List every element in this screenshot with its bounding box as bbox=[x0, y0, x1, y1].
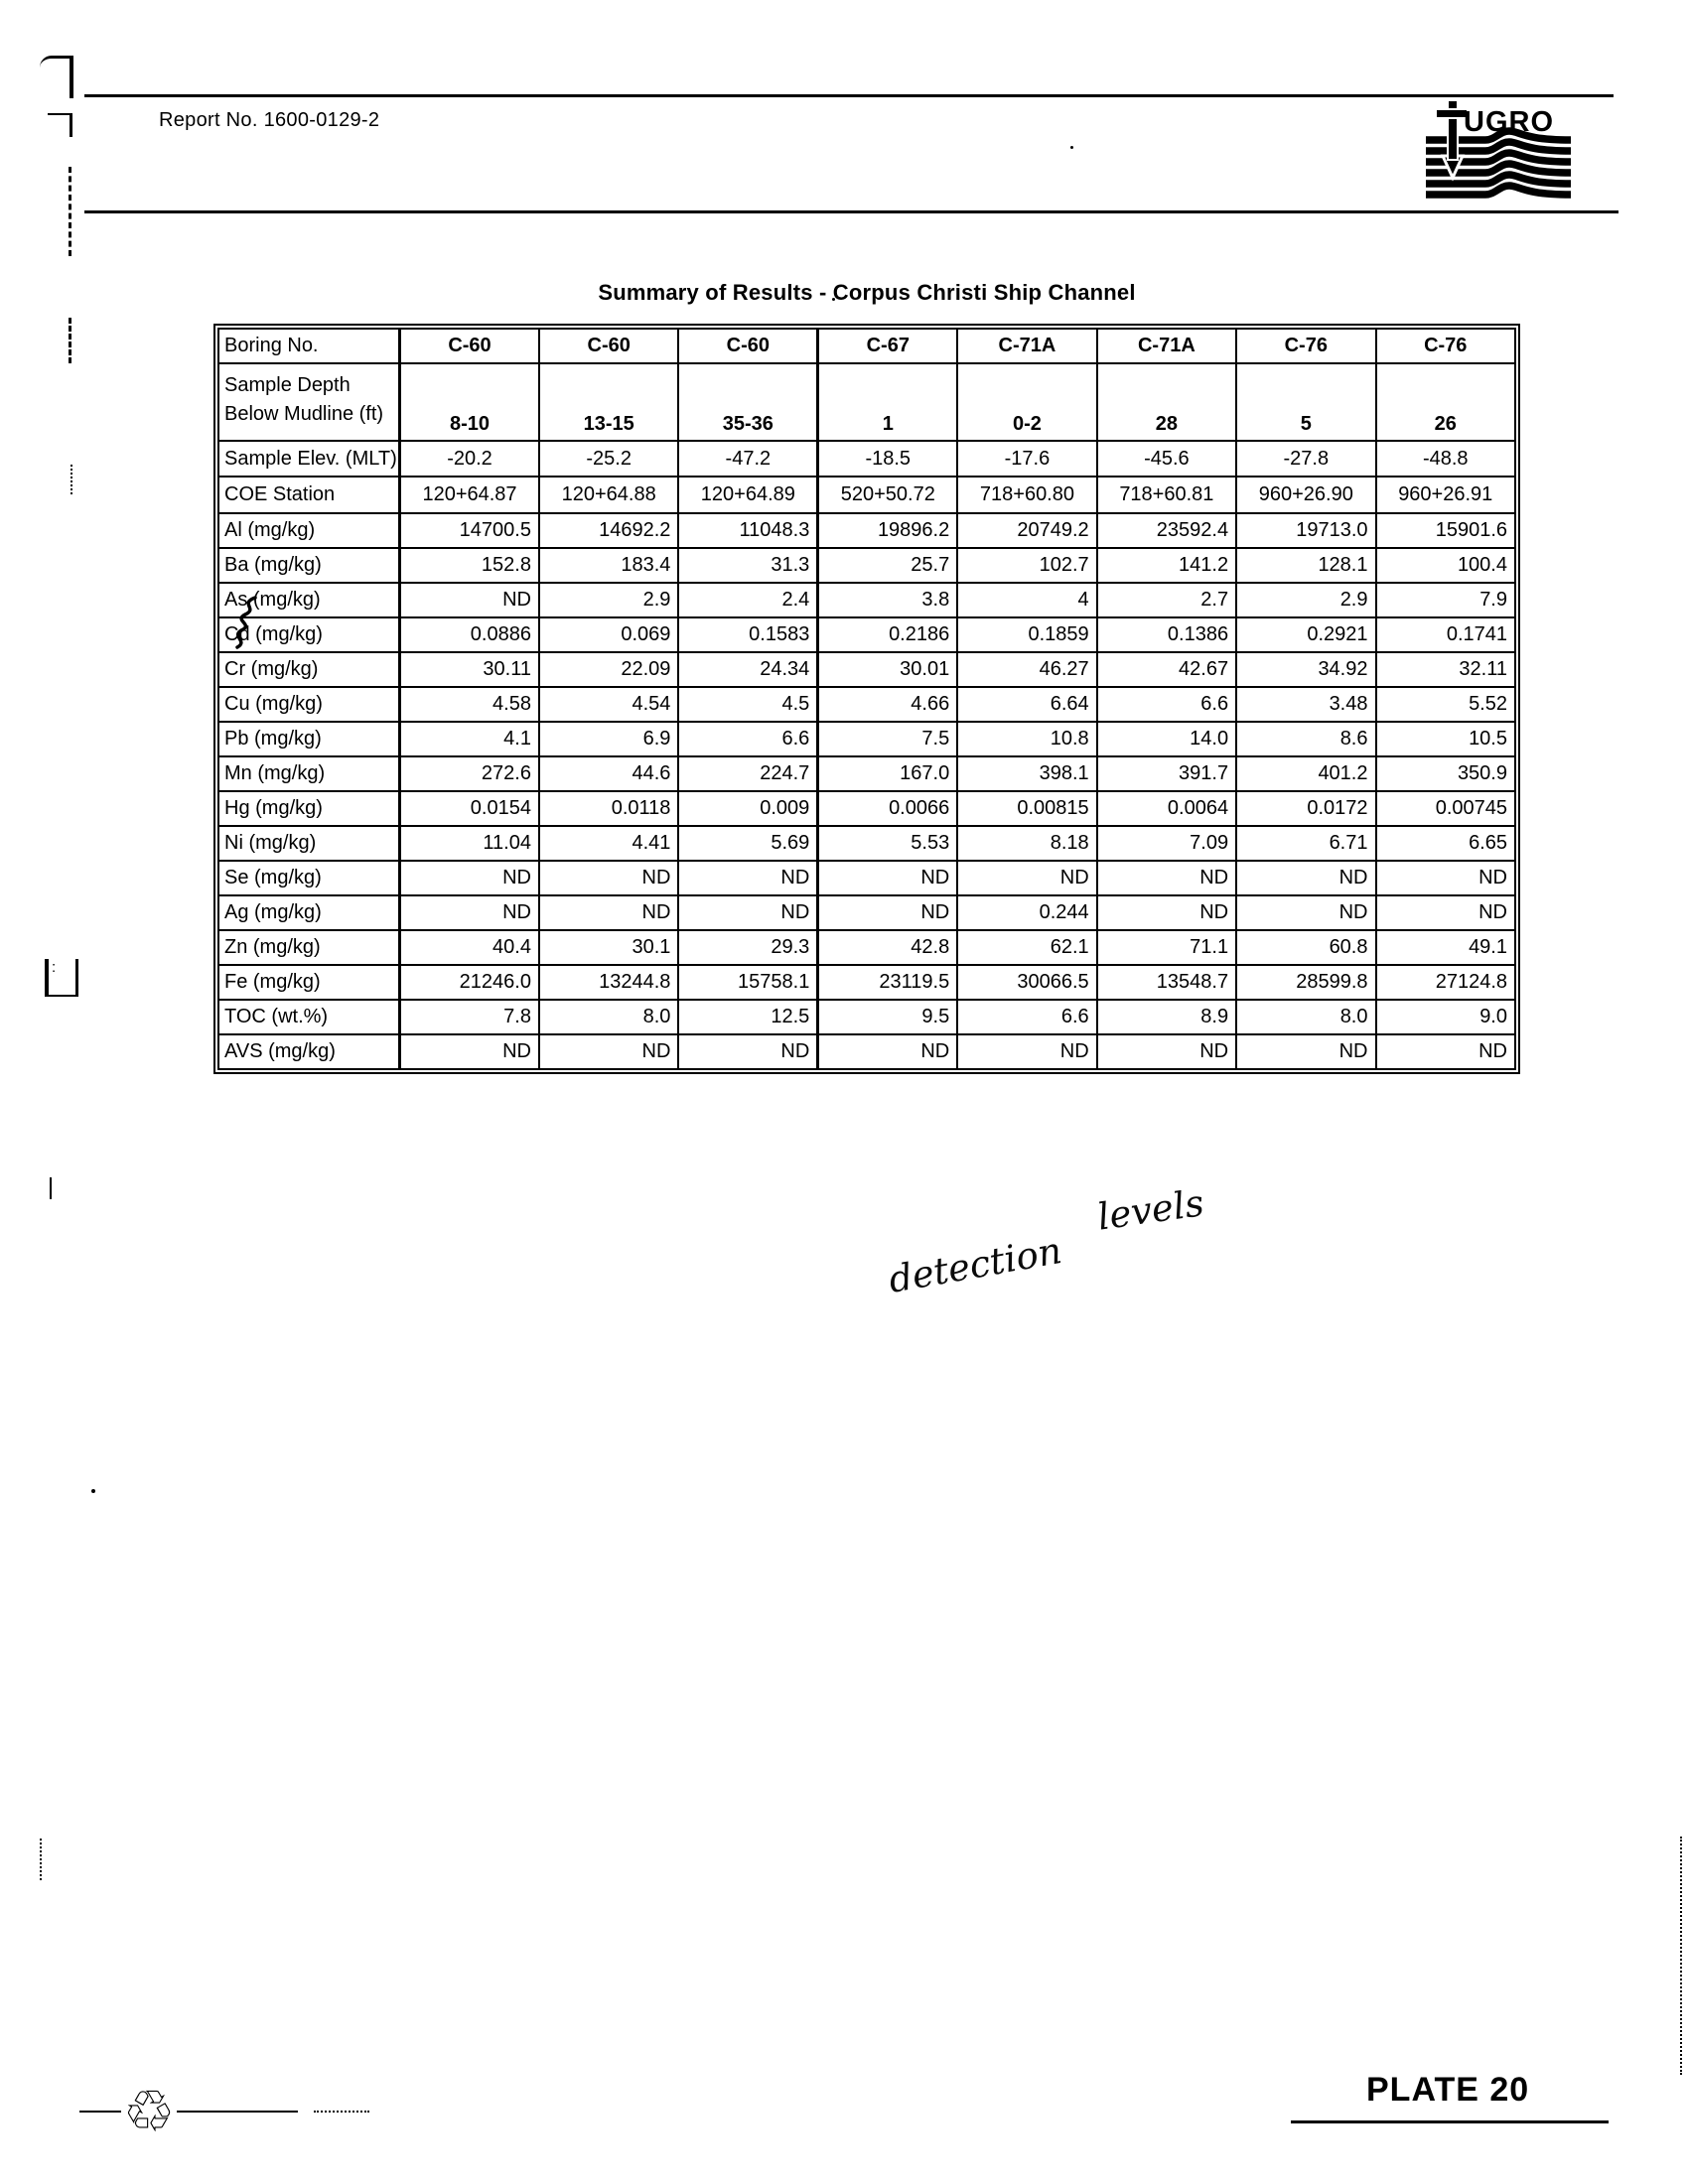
cell: 8.0 bbox=[539, 1000, 678, 1034]
table-row bbox=[218, 441, 1515, 477]
table-row bbox=[218, 477, 1515, 513]
cell: 4.54 bbox=[539, 687, 678, 722]
cell: 0.0154 bbox=[400, 791, 539, 826]
cell: 128.1 bbox=[1236, 548, 1375, 583]
cell: 167.0 bbox=[818, 756, 957, 791]
cell: 1 bbox=[818, 363, 957, 441]
scan-artifact bbox=[70, 465, 72, 494]
cell: 183.4 bbox=[539, 548, 678, 583]
cell: 6.6 bbox=[678, 722, 817, 756]
table-row bbox=[218, 861, 1515, 895]
plate-label: PLATE 20 bbox=[1366, 2071, 1530, 2109]
cell: 46.27 bbox=[957, 652, 1096, 687]
cell: 0.00815 bbox=[957, 791, 1096, 826]
cell: 3.8 bbox=[818, 583, 957, 617]
cell: 3.48 bbox=[1236, 687, 1375, 722]
table-row bbox=[218, 652, 1515, 687]
table-row bbox=[218, 548, 1515, 583]
cell: 34.92 bbox=[1236, 652, 1375, 687]
cell: 27124.8 bbox=[1376, 965, 1516, 1000]
cell: 152.8 bbox=[400, 548, 539, 583]
table-row bbox=[218, 687, 1515, 722]
handwritten-scribble-as-label bbox=[231, 594, 265, 656]
cell: -47.2 bbox=[678, 441, 817, 477]
cell: -45.6 bbox=[1097, 441, 1236, 477]
cell: 49.1 bbox=[1376, 930, 1516, 965]
cell: 0.009 bbox=[678, 791, 817, 826]
cell: ND bbox=[1097, 1034, 1236, 1069]
cell: 6.9 bbox=[539, 722, 678, 756]
table-row bbox=[218, 930, 1515, 965]
cell: 11.04 bbox=[400, 826, 539, 861]
cell: 7.9 bbox=[1376, 583, 1516, 617]
cell: 13-15 bbox=[539, 363, 678, 441]
row-label: Cu (mg/kg) bbox=[218, 687, 400, 722]
cell: 7.5 bbox=[818, 722, 957, 756]
cell: 13548.7 bbox=[1097, 965, 1236, 1000]
cell: 0.1859 bbox=[957, 617, 1096, 652]
cell: 10.5 bbox=[1376, 722, 1516, 756]
cell: -27.8 bbox=[1236, 441, 1375, 477]
cell: 350.9 bbox=[1376, 756, 1516, 791]
cell: ND bbox=[818, 895, 957, 930]
row-label: Sample Elev. (MLT) bbox=[218, 441, 400, 477]
cell: ND bbox=[1236, 861, 1375, 895]
cell: 31.3 bbox=[678, 548, 817, 583]
cell: 718+60.80 bbox=[957, 477, 1096, 513]
cell: 14.0 bbox=[1097, 722, 1236, 756]
cell: 23592.4 bbox=[1097, 513, 1236, 548]
header-rule-top bbox=[84, 94, 1614, 97]
cell: 2.9 bbox=[1236, 583, 1375, 617]
table-row bbox=[218, 826, 1515, 861]
cell: -18.5 bbox=[818, 441, 957, 477]
table-row bbox=[218, 895, 1515, 930]
table-row bbox=[218, 1034, 1515, 1069]
cell: 4.58 bbox=[400, 687, 539, 722]
cell: C-71A bbox=[957, 329, 1096, 363]
cell: ND bbox=[678, 1034, 817, 1069]
cell: 718+60.81 bbox=[1097, 477, 1236, 513]
cell: 6.6 bbox=[957, 1000, 1096, 1034]
cell: ND bbox=[1097, 895, 1236, 930]
table-row bbox=[218, 1000, 1515, 1034]
cell: 0.00745 bbox=[1376, 791, 1516, 826]
cell: 398.1 bbox=[957, 756, 1096, 791]
cell: 120+64.89 bbox=[678, 477, 817, 513]
cell: 8.9 bbox=[1097, 1000, 1236, 1034]
row-label: Boring No. bbox=[218, 329, 400, 363]
row-label: Cr (mg/kg) bbox=[218, 652, 400, 687]
row-label: Al (mg/kg) bbox=[218, 513, 400, 548]
handwritten-note bbox=[885, 1181, 1211, 1301]
row-label: AVS (mg/kg) bbox=[218, 1034, 400, 1069]
row-label: Ni (mg/kg) bbox=[218, 826, 400, 861]
cell: -25.2 bbox=[539, 441, 678, 477]
cell: 960+26.90 bbox=[1236, 477, 1375, 513]
cell: 0.244 bbox=[957, 895, 1096, 930]
cell: 0.069 bbox=[539, 617, 678, 652]
cell: 960+26.91 bbox=[1376, 477, 1516, 513]
cell: 60.8 bbox=[1236, 930, 1375, 965]
cell: ND bbox=[957, 1034, 1096, 1069]
cell: 272.6 bbox=[400, 756, 539, 791]
table-row bbox=[218, 513, 1515, 548]
cell: 11048.3 bbox=[678, 513, 817, 548]
cell: -17.6 bbox=[957, 441, 1096, 477]
cell: 22.09 bbox=[539, 652, 678, 687]
cell: 5 bbox=[1236, 363, 1375, 441]
cell: 2.9 bbox=[539, 583, 678, 617]
cell: 0-2 bbox=[957, 363, 1096, 441]
cell: 42.67 bbox=[1097, 652, 1236, 687]
fugro-logo bbox=[1424, 98, 1573, 212]
cell: ND bbox=[1236, 895, 1375, 930]
cell: 12.5 bbox=[678, 1000, 817, 1034]
row-label: Ag (mg/kg) bbox=[218, 895, 400, 930]
cell: 24.34 bbox=[678, 652, 817, 687]
recycle-line-left bbox=[79, 2111, 121, 2113]
scan-artifact: : bbox=[45, 959, 78, 997]
scan-artifact bbox=[91, 1489, 95, 1493]
cell: 23119.5 bbox=[818, 965, 957, 1000]
cell: 20749.2 bbox=[957, 513, 1096, 548]
cell: -48.8 bbox=[1376, 441, 1516, 477]
cell: 15901.6 bbox=[1376, 513, 1516, 548]
cell: C-60 bbox=[678, 329, 817, 363]
cell: 520+50.72 bbox=[818, 477, 957, 513]
row-label: Ba (mg/kg) bbox=[218, 548, 400, 583]
cell: 0.0066 bbox=[818, 791, 957, 826]
row-label: Fe (mg/kg) bbox=[218, 965, 400, 1000]
cell: 30.1 bbox=[539, 930, 678, 965]
cell: 0.1741 bbox=[1376, 617, 1516, 652]
cell: 5.53 bbox=[818, 826, 957, 861]
scan-artifact bbox=[40, 1839, 42, 1880]
cell: ND bbox=[1376, 1034, 1516, 1069]
cell: 6.6 bbox=[1097, 687, 1236, 722]
cell: 14700.5 bbox=[400, 513, 539, 548]
cell: 13244.8 bbox=[539, 965, 678, 1000]
cell: ND bbox=[1376, 895, 1516, 930]
row-label: Mn (mg/kg) bbox=[218, 756, 400, 791]
cell: 62.1 bbox=[957, 930, 1096, 965]
recycle-strip bbox=[79, 2078, 369, 2145]
row-label: TOC (wt.%) bbox=[218, 1000, 400, 1034]
logo-text: UGRO bbox=[1464, 106, 1554, 138]
cell: 44.6 bbox=[539, 756, 678, 791]
cell: 7.8 bbox=[400, 1000, 539, 1034]
cell: 120+64.88 bbox=[539, 477, 678, 513]
cell: ND bbox=[400, 1034, 539, 1069]
cell: 21246.0 bbox=[400, 965, 539, 1000]
cell: 42.8 bbox=[818, 930, 957, 965]
cell: ND bbox=[400, 583, 539, 617]
cell: 6.65 bbox=[1376, 826, 1516, 861]
cell: 224.7 bbox=[678, 756, 817, 791]
cell: 8.6 bbox=[1236, 722, 1375, 756]
cell: C-76 bbox=[1236, 329, 1375, 363]
scan-artifact bbox=[1680, 1837, 1682, 2075]
cell: 2.4 bbox=[678, 583, 817, 617]
cell: ND bbox=[539, 861, 678, 895]
cell: ND bbox=[678, 895, 817, 930]
cell: 28 bbox=[1097, 363, 1236, 441]
cell: C-60 bbox=[400, 329, 539, 363]
cell: 8-10 bbox=[400, 363, 539, 441]
cell: 35-36 bbox=[678, 363, 817, 441]
cell: 40.4 bbox=[400, 930, 539, 965]
cell: 9.0 bbox=[1376, 1000, 1516, 1034]
cell: 71.1 bbox=[1097, 930, 1236, 965]
cell: 401.2 bbox=[1236, 756, 1375, 791]
cell: 15758.1 bbox=[678, 965, 817, 1000]
cell: ND bbox=[400, 895, 539, 930]
table-row bbox=[218, 965, 1515, 1000]
cell: 0.2921 bbox=[1236, 617, 1375, 652]
cell: 29.3 bbox=[678, 930, 817, 965]
cell: 0.0064 bbox=[1097, 791, 1236, 826]
cell: 5.52 bbox=[1376, 687, 1516, 722]
cell: ND bbox=[1376, 861, 1516, 895]
row-label: Zn (mg/kg) bbox=[218, 930, 400, 965]
cell: 391.7 bbox=[1097, 756, 1236, 791]
row-label: Cd (mg/kg) bbox=[218, 617, 400, 652]
cell: ND bbox=[539, 895, 678, 930]
recycle-line-dotted bbox=[314, 2111, 369, 2113]
fugro-logo-graphic bbox=[1424, 98, 1573, 207]
results-table-wrapper bbox=[213, 324, 1520, 1074]
cell: 100.4 bbox=[1376, 548, 1516, 583]
cell: 28599.8 bbox=[1236, 965, 1375, 1000]
cell: 30.01 bbox=[818, 652, 957, 687]
cell: 5.69 bbox=[678, 826, 817, 861]
cell: 9.5 bbox=[818, 1000, 957, 1034]
cell: ND bbox=[1097, 861, 1236, 895]
cell: C-60 bbox=[539, 329, 678, 363]
table-row bbox=[218, 791, 1515, 826]
cell: C-76 bbox=[1376, 329, 1516, 363]
cell: ND bbox=[539, 1034, 678, 1069]
scan-artifact bbox=[1070, 146, 1073, 149]
cell: 0.1386 bbox=[1097, 617, 1236, 652]
cell: ND bbox=[818, 1034, 957, 1069]
handwritten-note-word: levels bbox=[1094, 1181, 1206, 1239]
handwritten-note-word: detection bbox=[885, 1229, 1065, 1301]
cell: 14692.2 bbox=[539, 513, 678, 548]
cell: 30.11 bbox=[400, 652, 539, 687]
table-row bbox=[218, 756, 1515, 791]
cell: 4 bbox=[957, 583, 1096, 617]
cell: C-67 bbox=[818, 329, 957, 363]
cell: 19713.0 bbox=[1236, 513, 1375, 548]
cell: 0.1583 bbox=[678, 617, 817, 652]
cell: ND bbox=[957, 861, 1096, 895]
table-title: Summary of Results - Corpus Christi Ship Channel bbox=[598, 280, 1136, 305]
cell: 10.8 bbox=[957, 722, 1096, 756]
cell: 7.09 bbox=[1097, 826, 1236, 861]
row-label: Hg (mg/kg) bbox=[218, 791, 400, 826]
header-rule-bottom bbox=[84, 210, 1618, 213]
cell: C-71A bbox=[1097, 329, 1236, 363]
cell: ND bbox=[400, 861, 539, 895]
cell: 102.7 bbox=[957, 548, 1096, 583]
cell: 0.0886 bbox=[400, 617, 539, 652]
scan-artifact bbox=[48, 113, 72, 137]
table-row bbox=[218, 583, 1515, 617]
report-number: Report No. 1600-0129-2 bbox=[159, 109, 380, 131]
cell: 4.1 bbox=[400, 722, 539, 756]
cell: 0.2186 bbox=[818, 617, 957, 652]
cell: 26 bbox=[1376, 363, 1516, 441]
cell: 120+64.87 bbox=[400, 477, 539, 513]
results-table bbox=[217, 328, 1516, 1070]
cell: 8.0 bbox=[1236, 1000, 1375, 1034]
row-label: Sample Depth Below Mudline (ft) bbox=[218, 363, 400, 441]
plate-underline bbox=[1291, 2120, 1609, 2123]
cell: 0.0118 bbox=[539, 791, 678, 826]
row-label: As (mg/kg) bbox=[218, 583, 400, 617]
row-label: Pb (mg/kg) bbox=[218, 722, 400, 756]
cell: ND bbox=[1236, 1034, 1375, 1069]
cell: 6.64 bbox=[957, 687, 1096, 722]
cell: 8.18 bbox=[957, 826, 1096, 861]
scan-artifact bbox=[50, 1177, 52, 1199]
recycle-icon: ♲ bbox=[123, 2078, 175, 2145]
cell: ND bbox=[678, 861, 817, 895]
cell: 6.71 bbox=[1236, 826, 1375, 861]
cell: 141.2 bbox=[1097, 548, 1236, 583]
cell: -20.2 bbox=[400, 441, 539, 477]
row-label: Se (mg/kg) bbox=[218, 861, 400, 895]
table-row bbox=[218, 722, 1515, 756]
cell: 30066.5 bbox=[957, 965, 1096, 1000]
cell: ND bbox=[818, 861, 957, 895]
cell: 19896.2 bbox=[818, 513, 957, 548]
cell: 0.0172 bbox=[1236, 791, 1375, 826]
cell: 4.66 bbox=[818, 687, 957, 722]
cell: 2.7 bbox=[1097, 583, 1236, 617]
scan-artifact bbox=[40, 56, 73, 98]
cell: 32.11 bbox=[1376, 652, 1516, 687]
cell: 25.7 bbox=[818, 548, 957, 583]
table-row bbox=[218, 617, 1515, 652]
row-label: COE Station bbox=[218, 477, 400, 513]
cell: 4.41 bbox=[539, 826, 678, 861]
cell: 4.5 bbox=[678, 687, 817, 722]
scan-artifact bbox=[69, 318, 71, 363]
scan-artifact bbox=[69, 167, 71, 256]
recycle-line-right bbox=[177, 2111, 298, 2113]
table-row bbox=[218, 363, 1515, 441]
table-row bbox=[218, 329, 1515, 363]
